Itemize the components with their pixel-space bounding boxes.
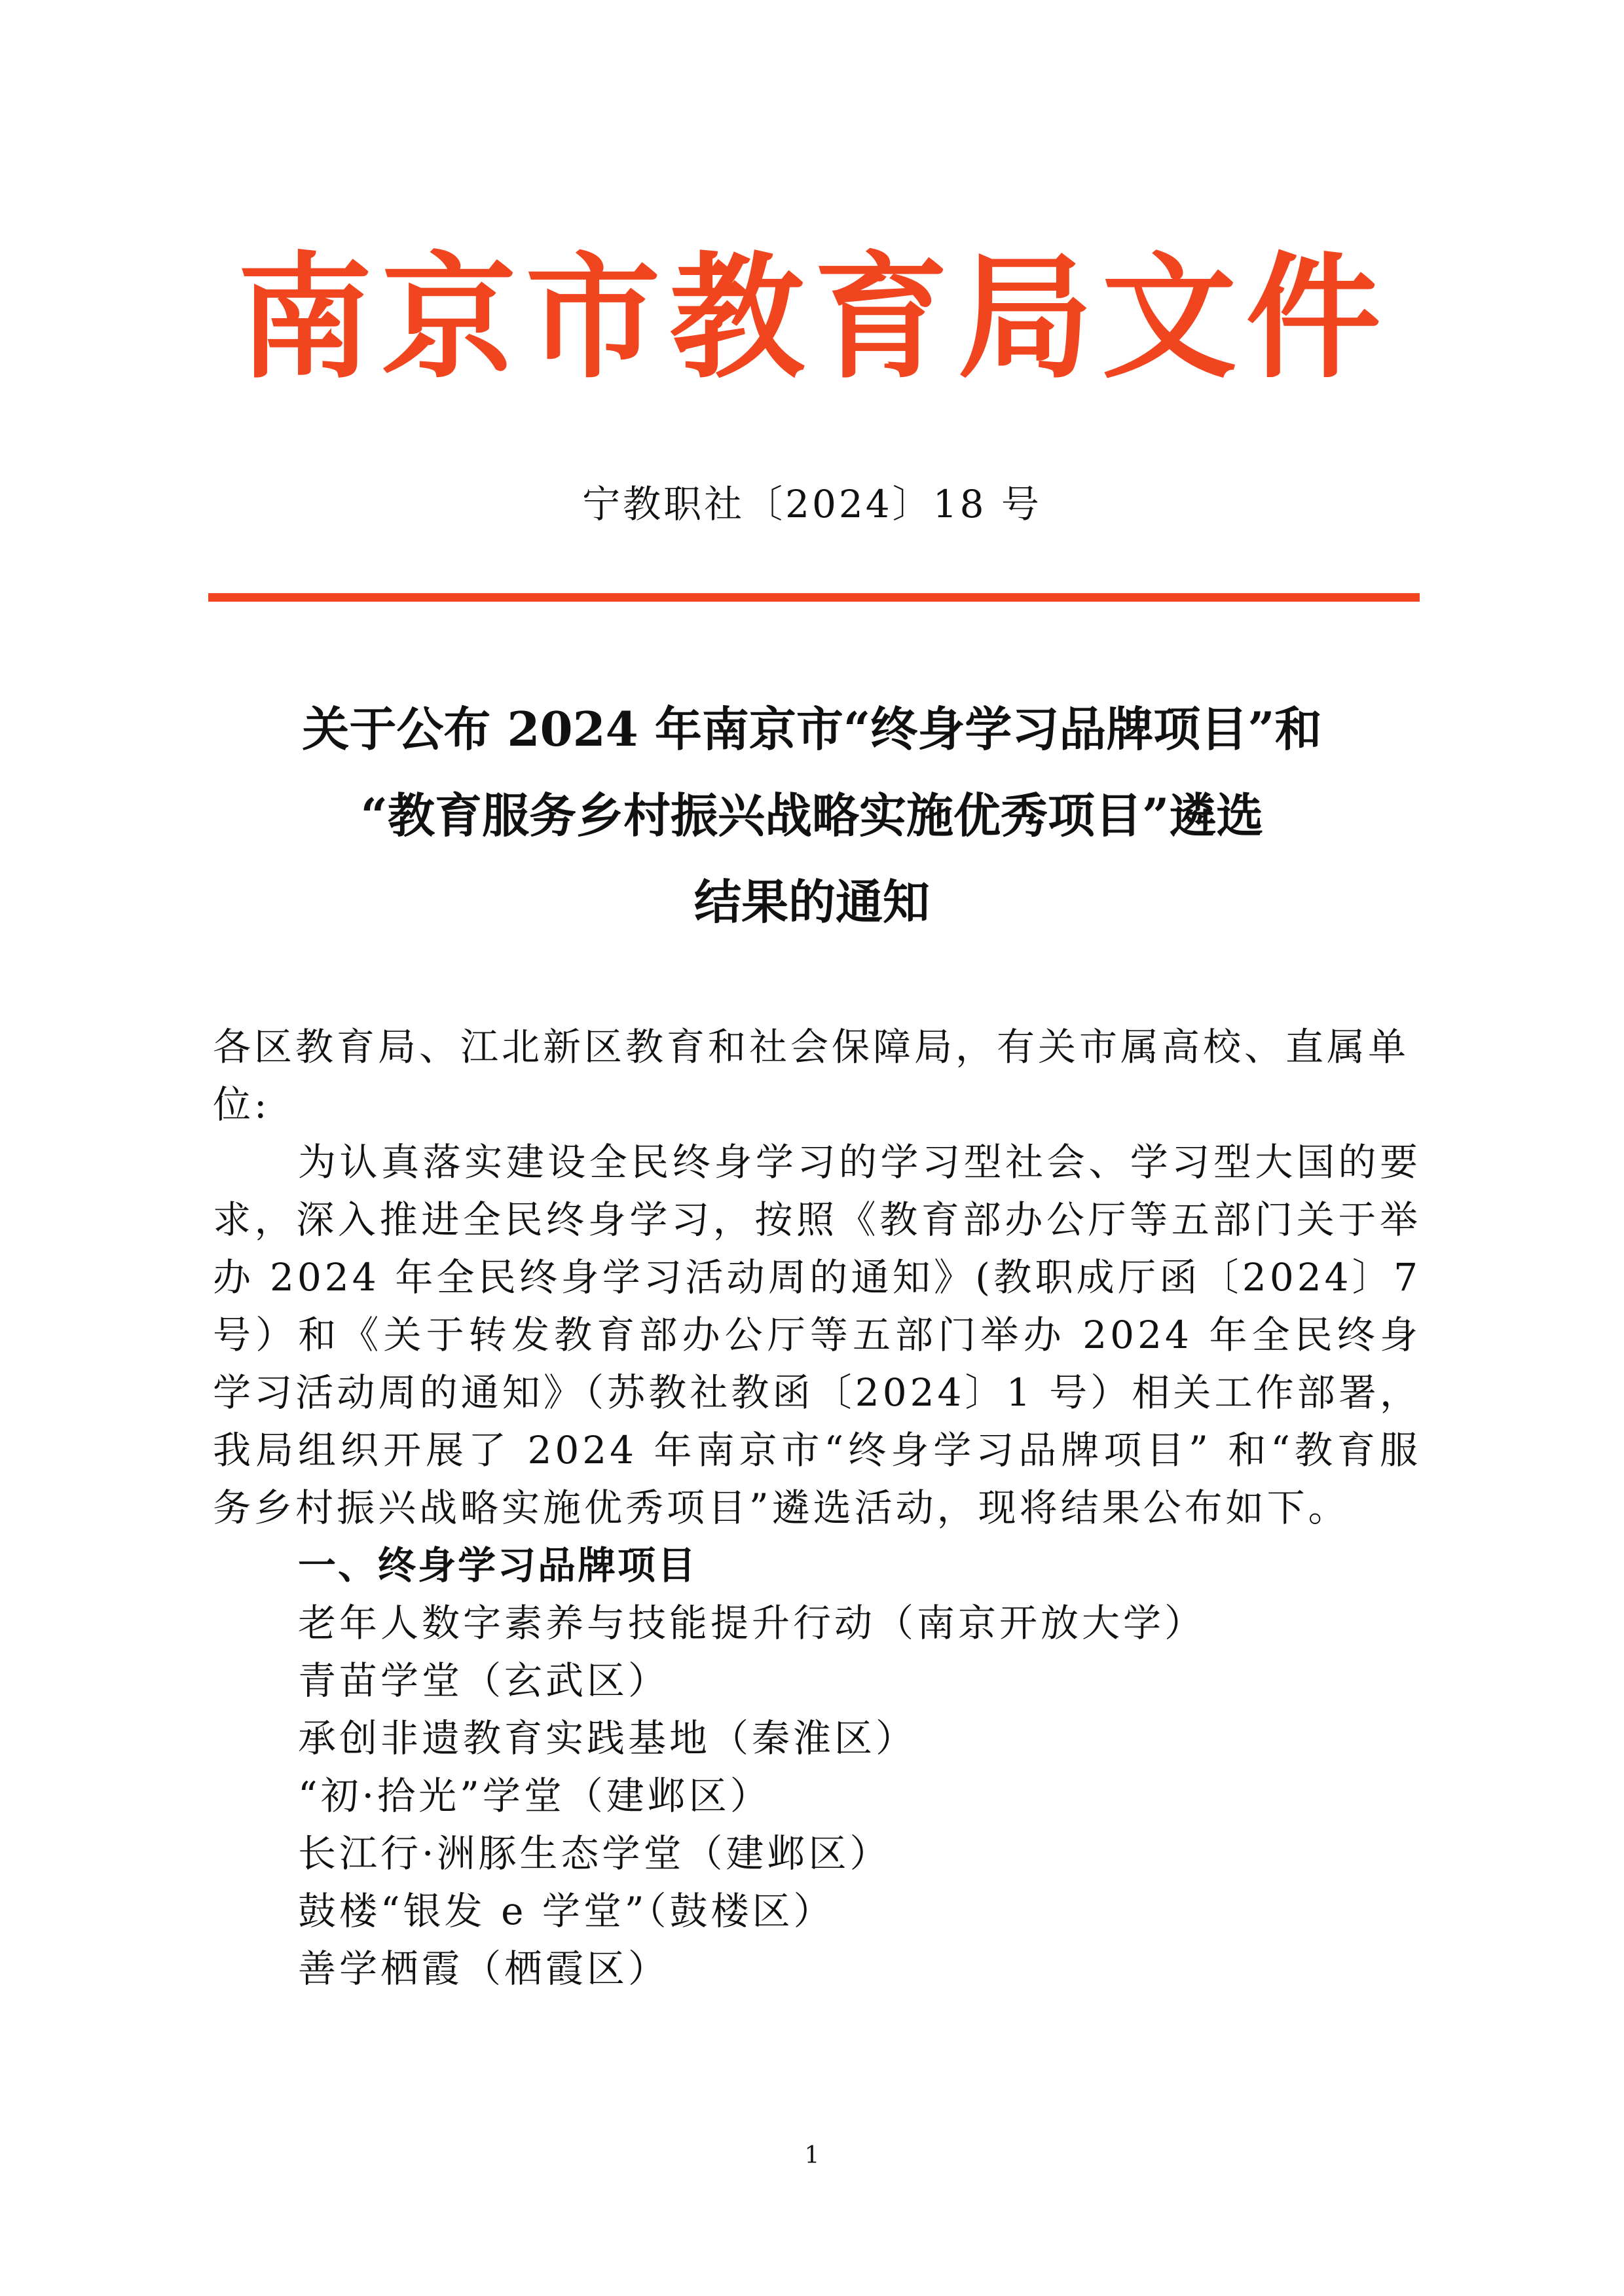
notice-title-line: 结果的通知 [693,874,930,930]
list-item: 老年人数字素养与技能提升行动（南京开放大学） [298,1601,1206,1645]
list-item: 鼓楼“银发 e 学堂”（鼓楼区） [298,1889,835,1933]
notice-body [213,1018,1421,1997]
list-item: 长江行·洲豚生态学堂（建邺区） [298,1831,891,1876]
body-paragraph: 为认真落实建设全民终身学习的学习型社会、学习型大国的要求，深入推进全民终身学习，按照《教育部办公厅等五部门关于举办 2024 年全民终身学习活动周的通知》(教职成厅函〔2024〕7 号）和《关于转发教育部办公厅等五部门举办 2024 年全民终身学习活动周的通知》（苏教社教函〔2024〕1 号）相关工作部署，我局组织开展了 2024 年南京市“终身学习品牌项目” 和“教育服务乡村振兴战略实施优秀项目”遴选活动，现将结果公布如下。 [213,1140,1421,1530]
document-number: 宁教职社〔2024〕18 号 [582,482,1042,526]
list-item: “初·拾光”学堂（建邺区） [298,1774,771,1818]
red-divider-rule [208,593,1420,602]
page-number: 1 [804,2142,820,2169]
section-heading: 一、终身学习品牌项目 [298,1543,698,1588]
list-item: 青苗学堂（玄武区） [298,1658,670,1703]
notice-title-line: 关于公布 2024 年南京市“终身学习品牌项目”和 [302,701,1322,757]
notice-title [196,686,1428,945]
list-item: 善学栖霞（栖霞区） [298,1946,670,1991]
list-item: 承创非遗教育实践基地（秦淮区） [298,1716,917,1760]
masthead: 南京市教育局文件 [237,238,1390,397]
notice-title-line: “教育服务乡村振兴战略实施优秀项目”遴选 [360,788,1264,843]
addressee: 各区教育局、江北新区教育和社会保障局，有关市属高校、直属单位: [213,1025,1410,1127]
